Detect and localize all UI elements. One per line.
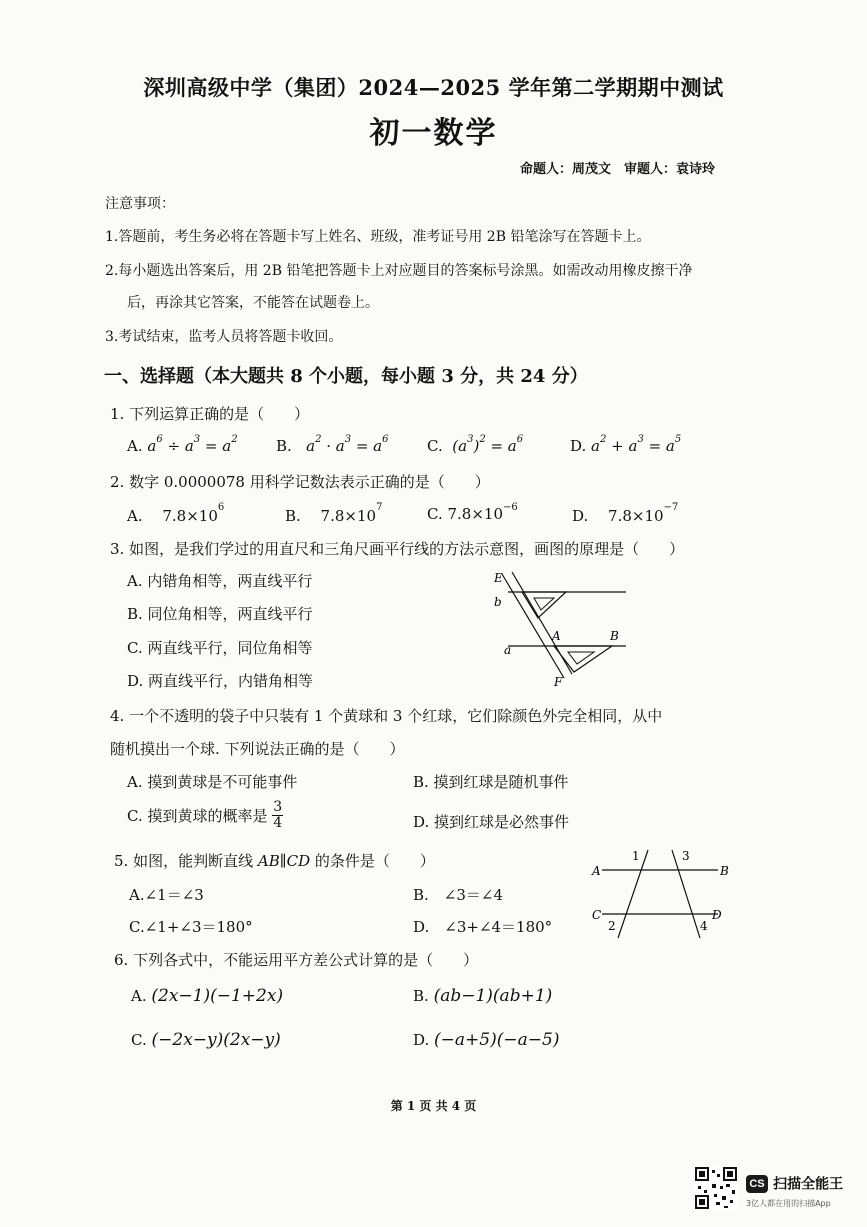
scanner-badge [746, 1173, 843, 1209]
q5-figure [588, 842, 738, 942]
notice-item-3: 3.考试结束，监考人员将答题卡收回。 [105, 329, 343, 345]
q5-fig-label-A: A [592, 864, 601, 878]
q6-option-b: B. (ab−1)(ab+1) [413, 986, 553, 1006]
q5-fig-label-2: 2 [608, 919, 616, 933]
q2-option-b: B. $7.8\times 10^7$ [285, 502, 383, 525]
q3-fig-label-b: b [494, 595, 502, 609]
q3-option-a: A. 内错角相等，两直线平行 [127, 572, 313, 590]
q1-c-label: C. [427, 437, 443, 455]
q2-option-a: A. $7.8\times 10^6$ [127, 502, 225, 525]
q4-option-c: C. 摸到黄球的概率是 $\frac{3}{4}$ [127, 799, 283, 831]
exam-title: 深圳高级中学（集团）2024—2025 学年第二学期期中测试 [143, 75, 724, 100]
q1-option-b: B. $a^2 \cdot a^3 = a^6$ [276, 434, 389, 455]
notice-item-2b: 后，再涂其它答案，不能答在试题卷上。 [127, 295, 379, 311]
q5-fig-label-C: C [592, 908, 602, 922]
q6-option-a: A. (2x−1)(−1+2x) [131, 986, 284, 1006]
q4-stem-line2: 随机摸出一个球. 下列说法正确的是（ ） [110, 740, 405, 758]
q5-fig-label-3: 3 [682, 849, 690, 863]
q3-fig-label-E: E [494, 571, 503, 585]
q5-fig-label-D: D [712, 908, 722, 922]
q3-fig-label-A: A [552, 629, 561, 643]
q1-a-label: A. [127, 437, 143, 455]
q6-option-d: D. (−a+5)(−a−5) [413, 1030, 560, 1050]
q3-stem: 3. 如图，是我们学过的用直尺和三角尺画平行线的方法示意图，画图的原理是（ ） [110, 540, 685, 558]
q1-option-d: D. $a^2 + a^3 = a^5$ [570, 434, 682, 455]
q5-fig-label-1: 1 [632, 849, 640, 863]
exam-authors: 命题人：周茂文 审题人：袁诗玲 [519, 162, 715, 177]
section-title: 一、选择题（本大题共 8 个小题，每小题 3 分，共 24 分） [104, 366, 588, 387]
q1-option-a: A. $a^6 \div a^3 = a^2$ [127, 434, 238, 455]
notice-heading: 注意事项： [105, 196, 175, 212]
q1-option-c: C. $(a^3)^2 = a^6$ [427, 434, 524, 455]
q3-fig-label-a: a [504, 643, 512, 657]
q6-stem: 6. 下列各式中，不能运用平方差公式计算的是（ ） [114, 951, 479, 969]
q4-fraction: $\frac{3}{4}$ [273, 799, 283, 831]
q3-option-b: B. 同位角相等，两直线平行 [127, 605, 313, 623]
q4-option-b: B. 摸到红球是随机事件 [413, 773, 569, 791]
q5-option-c: C.∠1+∠3＝180° [129, 918, 253, 936]
q5-option-a: A.∠1＝∠3 [129, 886, 204, 904]
notice-item-2a: 2.每小题选出答案后，用 2B 铅笔把答题卡上对应题目的答案标号涂黑。如需改动用橡皮擦干净 [105, 263, 693, 279]
q5-stem: 5. 如图，能判断直线 AB∥CD 的条件是（ ） [114, 852, 435, 870]
q4-stem-line1: 4. 一个不透明的袋子中只装有 1 个黄球和 3 个红球，它们除颜色外完全相同，从中 [110, 707, 663, 725]
q1-b-label: B. [276, 437, 292, 455]
q3-option-c: C. 两直线平行，同位角相等 [127, 639, 313, 657]
notice-item-1: 1.答题前，考生务必将在答题卡写上姓名、班级，准考证号用 2B 铅笔涂写在答题卡上。 [105, 229, 651, 245]
q5-option-d: D. ∠3+∠4＝180° [413, 918, 553, 936]
exam-subject: 初一数学 [369, 116, 498, 151]
q4-option-a: A. 摸到黄球是不可能事件 [127, 773, 298, 791]
q2-option-d: D. $7.8\times 10^{-7}$ [572, 502, 679, 525]
q5-option-b: B. ∠3＝∠4 [413, 886, 504, 904]
q3-fig-label-F: F [554, 675, 563, 689]
q1-d-label: D. [570, 437, 587, 455]
q1-stem: 1. 下列运算正确的是（ ） [110, 405, 310, 423]
q5-fig-label-B: B [720, 864, 729, 878]
q3-figure [488, 566, 634, 690]
q3-fig-label-B: B [610, 629, 619, 643]
qr-code-icon [694, 1166, 738, 1210]
page-footer: 第 1 页 共 4 页 [390, 1099, 477, 1113]
q6-option-c: C. (−2x−y)(2x−y) [131, 1030, 281, 1050]
q3-option-d: D. 两直线平行，内错角相等 [127, 672, 314, 690]
q4-option-d: D. 摸到红球是必然事件 [413, 813, 570, 831]
scanner-name: 扫描全能王 [773, 1176, 844, 1193]
q2-stem: 2. 数字 0.0000078 用科学记数法表示正确的是（ ） [110, 473, 490, 491]
q2-option-c: C. $7.8\times 10^{-6}$ [427, 502, 518, 523]
scanner-tagline: 3亿人都在用的扫描App [746, 1198, 831, 1208]
scanner-logo-icon: CS [746, 1175, 768, 1193]
q5-fig-label-4: 4 [700, 919, 708, 933]
